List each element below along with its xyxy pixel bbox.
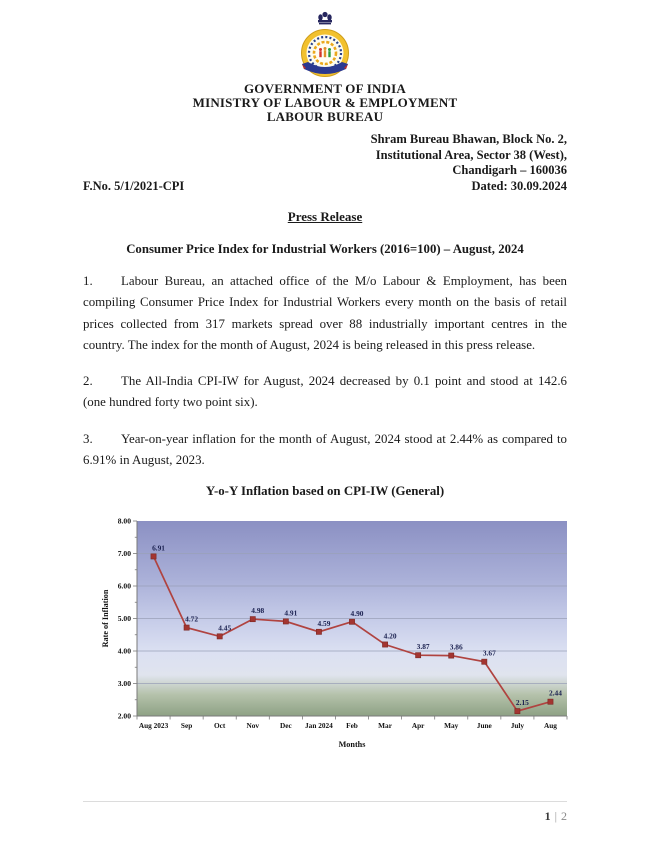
- page-footer: [83, 801, 567, 824]
- x-tick-label: July: [510, 721, 525, 731]
- inflation-chart: [97, 509, 587, 754]
- data-point-label: 4.20: [383, 631, 397, 641]
- data-point-label: 6.91: [152, 543, 166, 553]
- data-point-marker: [449, 653, 454, 658]
- data-point-marker: [184, 625, 189, 630]
- x-tick-label: Aug 2023: [138, 721, 169, 731]
- file-number: F.No. 5/1/2021-CPI: [83, 178, 185, 193]
- paragraph-2-number: 2.: [83, 373, 93, 388]
- y-tick-label: 8.00: [117, 517, 131, 527]
- paragraph-3: [83, 429, 567, 471]
- data-point-label: 4.72: [185, 615, 199, 625]
- data-point-marker: [515, 709, 520, 714]
- inflation-chart-svg: [97, 509, 587, 754]
- data-point-label: 4.45: [218, 623, 232, 633]
- data-point-label: 2.15: [515, 698, 529, 708]
- data-point-label: 4.59: [317, 619, 331, 629]
- data-point-marker: [416, 653, 421, 658]
- data-point-marker: [250, 617, 255, 622]
- x-tick-label: Aug: [543, 721, 557, 731]
- data-point-marker: [316, 630, 321, 635]
- y-tick-label: 4.00: [117, 647, 131, 657]
- paragraph-1-text: Labour Bureau, an attached office of the M/o Labour & Employment, has been compiling Consumer Price Index for Industrial Workers every month on the basis of retail prices collected from 317 markets spread over 88 industrially important centres in the country. The index for the month of August, 2024 is being released in this press release.: [83, 274, 567, 353]
- y-tick-label: 6.00: [117, 582, 131, 592]
- labour-bureau-emblem: [296, 10, 354, 80]
- data-point-label: 4.98: [251, 606, 265, 616]
- x-tick-label: Feb: [346, 721, 358, 731]
- chart-title: Y-o-Y Inflation based on CPI-IW (General): [205, 484, 445, 499]
- address-block: [83, 132, 567, 179]
- header-bureau: LABOUR BUREAU: [266, 109, 384, 124]
- x-tick-label: Apr: [411, 721, 425, 731]
- x-tick-label: May: [444, 721, 459, 731]
- page-number-total: 2: [561, 809, 567, 823]
- x-tick-label: Nov: [246, 721, 260, 731]
- dated-label: Dated: 30.09.2024: [471, 178, 567, 193]
- data-point-label: 2.44: [548, 689, 562, 699]
- page-number-separator: |: [554, 809, 557, 823]
- data-point-label: 4.90: [350, 609, 364, 619]
- data-point-marker: [382, 642, 387, 647]
- data-point-marker: [548, 700, 553, 705]
- x-axis-title: Months: [338, 740, 366, 750]
- data-point-label: 3.67: [482, 649, 496, 659]
- paragraph-1-number: 1.: [83, 274, 93, 288]
- x-tick-label: Jan 2024: [305, 721, 333, 731]
- y-axis-title: Rate of Inflation: [101, 590, 110, 648]
- x-tick-label: Sep: [180, 721, 193, 731]
- x-tick-label: June: [476, 721, 492, 731]
- document-title: Consumer Price Index for Industrial Workers (2016=100) – August, 2024: [126, 242, 524, 256]
- paragraph-3-text: Year-on-year inflation for the month of August, 2024 stood at 2.44% as compared to 6.91% in August, 2023.: [83, 432, 567, 468]
- data-point-marker: [349, 620, 354, 625]
- ashoka-emblem-icon: [318, 12, 332, 25]
- data-point-label: 3.86: [449, 642, 463, 652]
- data-point-marker: [482, 660, 487, 665]
- address-line-3: Chandigarh – 160036: [452, 163, 567, 177]
- y-tick-label: 5.00: [117, 614, 131, 624]
- address-line-2: Institutional Area, Sector 38 (West),: [375, 147, 567, 162]
- x-tick-label: Oct: [214, 721, 226, 731]
- x-tick-label: Mar: [378, 721, 392, 731]
- page-number-current: 1: [544, 809, 551, 823]
- workers-icon: [319, 47, 331, 57]
- address-line-1: Shram Bureau Bhawan, Block No. 2,: [370, 132, 567, 146]
- paragraph-2-text: The All-India CPI-IW for August, 2024 decreased by 0.1 point and stood at 142.6 (one hundred forty two point six).: [83, 373, 567, 410]
- data-point-marker: [217, 634, 222, 639]
- paragraph-3-number: 3.: [83, 432, 93, 447]
- data-point-marker: [283, 619, 288, 624]
- y-tick-label: 3.00: [117, 679, 131, 689]
- press-release-heading: Press Release: [287, 209, 363, 224]
- paragraph-2: [83, 371, 567, 414]
- x-tick-label: Dec: [279, 721, 292, 731]
- y-tick-label: 7.00: [117, 549, 131, 559]
- header-ministry: MINISTRY OF LABOUR & EMPLOYMENT: [192, 95, 458, 110]
- y-tick-label: 2.00: [117, 712, 131, 722]
- data-point-label: 3.87: [416, 642, 430, 652]
- data-point-marker: [151, 554, 156, 559]
- data-point-label: 4.91: [284, 608, 298, 618]
- header-government: GOVERNMENT OF INDIA: [244, 81, 406, 96]
- emblem-container: [83, 0, 567, 80]
- paragraph-1: [83, 271, 567, 357]
